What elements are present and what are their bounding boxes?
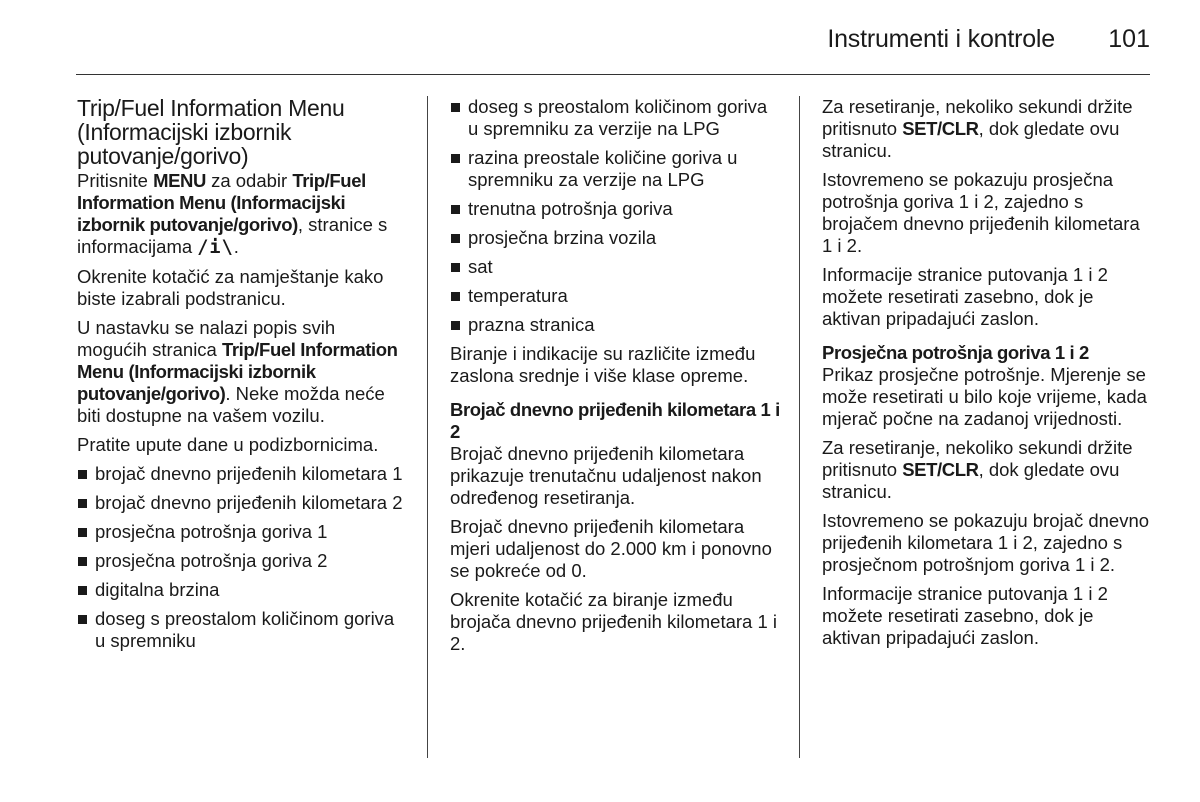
list-item-text: brojač dnevno prijeđenih kilometara 2 [95,492,403,513]
list-item [77,550,407,572]
list-item [450,227,780,249]
menu-name: Trip/Fuel Information Menu (Informacijski izbornik putovanje/gorivo) [77,339,398,404]
paragraph [822,437,1152,503]
list-item-text: razina preostale količine goriva u spremniku za verzije na LPG [468,147,738,190]
paragraph: Brojač dnevno prijeđenih kilometara mjeri udaljenost do 2.000 km i ponovno se pokreće od 0. [450,516,772,581]
column-3 [822,96,1152,656]
paragraph: Informacije stranice putovanja 1 i 2 možete resetirati zasebno, dok je aktivan pripadajući zaslon. [822,583,1108,648]
subsection-heading: Prosječna potrošnja goriva 1 i 2 [822,342,1089,363]
text-run: . Neke možda neće biti dostupne na vašem vozilu. [77,383,385,426]
list-item [450,198,780,220]
list-item [450,96,780,140]
paragraph: Brojač dnevno prijeđenih kilometara prikazuje trenutačnu udaljenost nakon određenog resetiranja. [450,443,762,508]
text-run: , stranice s informacijama [77,214,388,257]
menu-name: Trip/Fuel Information Menu (Informacijski izbornik putovanje/gorivo) [77,170,366,235]
set-clr-button-label: SET/CLR [902,459,979,480]
paragraph: Prikaz prosječne potrošnje. Mjerenje se može resetirati u bilo koje vrijeme, kada mjerač počne na zadanoj vrijednosti. [822,364,1147,429]
bullet-icon [78,499,87,508]
list-item [77,463,407,485]
paragraph: Pratite upute dane u podizbornicima. [77,434,379,455]
list-item [77,608,407,652]
list-item [450,256,780,278]
paragraph: Istovremeno se pokazuju brojač dnevno prijeđenih kilometara 1 i 2, zajedno s prosječnom potrošnjom goriva 1 i 2. [822,510,1150,575]
subsection-heading: Brojač dnevno prijeđenih kilometara 1 i 2 [450,399,780,442]
list-item-text: doseg s preostalom količinom goriva u spremniku za verzije na LPG [468,96,768,139]
column-divider-1 [427,96,428,758]
page-header-title: Instrumenti i kontrole [827,25,1055,53]
bullet-icon [451,292,460,301]
text-run: Za resetiranje, nekoliko sekundi držite pritisnuto [822,96,1133,139]
text-run: , dok gledate ovu stranicu. [822,118,1120,161]
paragraph: Okrenite kotačić za biranje između brojača dnevno prijeđenih kilometara 1 i 2. [450,589,778,654]
list-item-text: brojač dnevno prijeđenih kilometara 1 [95,463,403,484]
list-item-text: trenutna potrošnja goriva [468,198,673,219]
bullet-icon [78,470,87,479]
paragraph [822,96,1152,162]
list-item-text: digitalna brzina [95,579,220,600]
list-item-text: prazna stranica [468,314,595,335]
list-item-text: sat [468,256,493,277]
list-item [450,147,780,191]
list-item [77,521,407,543]
paragraph: Informacije stranice putovanja 1 i 2 možete resetirati zasebno, dok je aktivan pripadajući zaslon. [822,264,1108,329]
list-item [450,285,780,307]
bullet-icon [78,586,87,595]
bullet-icon [451,234,460,243]
set-clr-button-label: SET/CLR [902,118,979,139]
list-item-text: prosječna brzina vozila [468,227,657,248]
bullet-icon [451,263,460,272]
bullet-icon [451,321,460,330]
text-run: , dok gledate ovu stranicu. [822,459,1120,502]
paragraph [77,317,407,427]
column-1 [77,96,407,659]
column-2 [450,96,780,662]
text-run: Za resetiranje, nekoliko sekundi držite pritisnuto [822,437,1133,480]
list-item [450,314,780,336]
paragraph [77,170,407,259]
section-title: Trip/Fuel Information Menu (Informacijski izbornik putovanje/gorivo) [77,95,345,169]
bullet-icon [78,528,87,537]
text-run: . [233,236,239,257]
column-divider-2 [799,96,800,758]
list-item [77,579,407,601]
text-run: Pritisnite [77,170,154,191]
bullet-icon [451,103,460,112]
list-item-text: temperatura [468,285,568,306]
list-item [77,492,407,514]
paragraph: Okrenite kotačić za namještanje kako biste izabrali podstranicu. [77,266,384,309]
paragraph: Biranje i indikacije su različite između zaslona srednje i više klase opreme. [450,343,756,386]
text-run: U nastavku se nalazi popis svih mogućih stranica [77,317,336,360]
bullet-icon [78,557,87,566]
bullet-icon [451,205,460,214]
page-list-continued [450,96,780,336]
text-run: za odabir [205,170,293,191]
menu-button-label: MENU [153,170,206,191]
page-number: 101 [1108,25,1150,53]
bullet-icon [451,154,460,163]
info-page-icons: /i\ [197,237,234,258]
page-list [77,463,407,652]
paragraph: Istovremeno se pokazuju prosječna potrošnja goriva 1 i 2, zajedno s brojačem dnevno prijeđenih kilometara 1 i 2. [822,169,1140,256]
header-divider [76,74,1150,75]
bullet-icon [78,615,87,624]
list-item-text: prosječna potrošnja goriva 1 [95,521,328,542]
list-item-text: doseg s preostalom količinom goriva u spremniku [95,608,395,651]
list-item-text: prosječna potrošnja goriva 2 [95,550,328,571]
